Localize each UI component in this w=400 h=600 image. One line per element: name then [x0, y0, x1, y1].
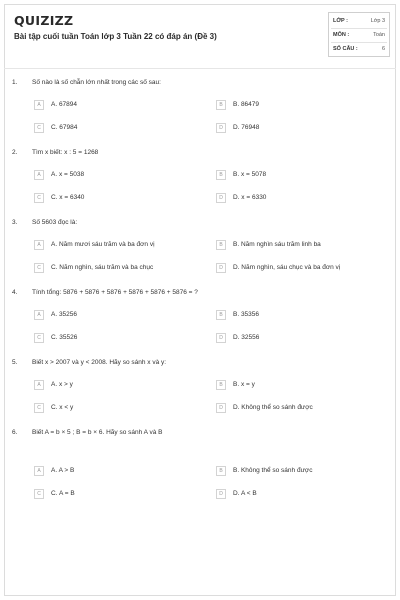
- question-number: 3.: [12, 219, 18, 226]
- option-letter-badge: B: [216, 466, 226, 476]
- option-c[interactable]: [34, 192, 84, 203]
- option-text: C. x < y: [51, 404, 74, 411]
- option-b[interactable]: [216, 379, 255, 390]
- option-letter-badge: B: [216, 170, 226, 180]
- option-d[interactable]: [216, 192, 266, 203]
- option-b[interactable]: [216, 239, 321, 250]
- option-letter-badge: B: [216, 380, 226, 390]
- option-text: D. 32556: [233, 334, 260, 341]
- question-text: Tính tổng: 5876 + 5876 + 5876 + 5876 + 5876 + 5876 = ?: [32, 289, 198, 296]
- page-title: Bài tập cuối tuần Toán lớp 3 Tuần 22 có đáp án (Đề 3): [14, 32, 217, 41]
- option-text: D. A < B: [233, 490, 257, 497]
- option-c[interactable]: [34, 122, 77, 133]
- option-letter-badge: A: [34, 310, 44, 320]
- option-text: C. Năm nghìn, sáu trăm và ba chục: [51, 264, 154, 271]
- option-a[interactable]: [34, 379, 73, 390]
- question-number: 2.: [12, 149, 18, 156]
- option-d[interactable]: [216, 402, 313, 413]
- meta-key: MÔN :: [333, 32, 350, 38]
- question-text: Biết A = b × 5 ; B = b × 6. Hãy so sánh A và B: [32, 429, 163, 436]
- meta-row-count: [333, 43, 385, 55]
- option-text: A. x > y: [51, 381, 73, 388]
- meta-key: LỚP :: [333, 18, 348, 24]
- option-text: B. 35356: [233, 311, 260, 318]
- option-a[interactable]: [34, 239, 155, 250]
- meta-value: Lớp 3: [370, 18, 385, 24]
- option-letter-badge: C: [34, 123, 44, 133]
- option-letter-badge: A: [34, 240, 44, 250]
- option-letter-badge: C: [34, 489, 44, 499]
- worksheet-page: [4, 4, 396, 596]
- option-letter-badge: D: [216, 263, 226, 273]
- option-letter-badge: A: [34, 170, 44, 180]
- option-c[interactable]: [34, 402, 73, 413]
- option-text: C. 67984: [51, 124, 78, 131]
- question-text: Số 5603 đọc là:: [32, 219, 78, 226]
- option-letter-badge: B: [216, 100, 226, 110]
- meta-row-subject: [333, 29, 385, 41]
- question-number: 1.: [12, 79, 18, 86]
- option-letter-badge: D: [216, 123, 226, 133]
- option-letter-badge: B: [216, 240, 226, 250]
- option-text: A. A > B: [51, 467, 75, 474]
- option-c[interactable]: [34, 488, 75, 499]
- option-d[interactable]: [216, 488, 257, 499]
- option-letter-badge: D: [216, 489, 226, 499]
- option-a[interactable]: [34, 465, 74, 476]
- option-text: B. Không thể so sánh được: [233, 467, 313, 474]
- option-text: D. Không thể so sánh được: [233, 404, 313, 411]
- header-divider: [4, 68, 396, 69]
- option-b[interactable]: [216, 99, 259, 110]
- option-letter-badge: A: [34, 380, 44, 390]
- option-text: C. x = 6340: [51, 194, 85, 201]
- option-letter-badge: C: [34, 333, 44, 343]
- question-number: 6.: [12, 429, 18, 436]
- option-letter-badge: A: [34, 466, 44, 476]
- question-number: 5.: [12, 359, 18, 366]
- option-c[interactable]: [34, 332, 77, 343]
- option-text: A. 35256: [51, 311, 78, 318]
- meta-key: SỐ CÂU :: [333, 46, 358, 52]
- question-text: Tìm x biết: x : 5 = 1268: [32, 149, 99, 156]
- option-letter-badge: C: [34, 193, 44, 203]
- option-letter-badge: B: [216, 310, 226, 320]
- option-a[interactable]: [34, 99, 77, 110]
- option-text: B. 86479: [233, 101, 260, 108]
- question-number: 4.: [12, 289, 18, 296]
- meta-info-box: [328, 12, 390, 57]
- quizizz-logo: QUIZIZZ: [14, 13, 74, 28]
- meta-row-grade: [333, 15, 385, 27]
- option-text: D. 76948: [233, 124, 260, 131]
- option-text: D. Năm nghìn, sáu chục và ba đơn vị: [233, 264, 341, 271]
- option-text: B. x = 5078: [233, 171, 267, 178]
- option-d[interactable]: [216, 332, 259, 343]
- option-c[interactable]: [34, 262, 153, 273]
- option-letter-badge: C: [34, 403, 44, 413]
- option-text: A. 67894: [51, 101, 78, 108]
- option-text: C. 35526: [51, 334, 78, 341]
- option-text: B. x = y: [233, 381, 255, 388]
- option-letter-badge: D: [216, 333, 226, 343]
- option-letter-badge: A: [34, 100, 44, 110]
- option-text: A. x = 5038: [51, 171, 85, 178]
- option-text: B. Năm nghìn sáu trăm linh ba: [233, 241, 321, 248]
- option-letter-badge: D: [216, 403, 226, 413]
- option-b[interactable]: [216, 465, 312, 476]
- option-letter-badge: D: [216, 193, 226, 203]
- option-b[interactable]: [216, 169, 266, 180]
- option-text: D. x = 6330: [233, 194, 267, 201]
- meta-value: Toán: [373, 32, 385, 38]
- question-text: Số nào là số chẵn lớn nhất trong các số sau:: [32, 79, 161, 86]
- option-a[interactable]: [34, 309, 77, 320]
- option-a[interactable]: [34, 169, 84, 180]
- option-d[interactable]: [216, 262, 340, 273]
- meta-value: 6: [381, 46, 385, 52]
- question-text: Biết x > 2007 và y < 2008. Hãy so sánh x và y:: [32, 359, 167, 366]
- option-letter-badge: C: [34, 263, 44, 273]
- option-text: A. Năm mươi sáu trăm và ba đơn vị: [51, 241, 155, 248]
- option-d[interactable]: [216, 122, 259, 133]
- option-b[interactable]: [216, 309, 259, 320]
- option-text: C. A = B: [51, 490, 75, 497]
